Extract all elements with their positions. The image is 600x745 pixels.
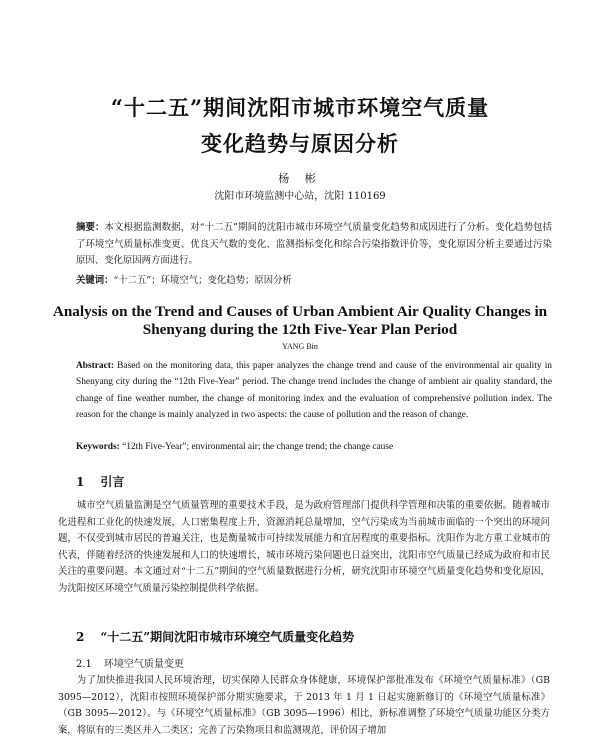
abstract-en-text: Based on the monitoring data, this paper analyzes the change trend and cause of the environmental air quality in Shenyang city during the “12th Five-Year” period. The change trend includes the change of ambient air quality standard, the change of fine weather number, the change of monitoring index and the evaluation of comprehensive pollution index. The reason for the change is mainly analyzed in two aspects: the cause of pollution and the reason of change. [76, 361, 552, 421]
subsection-2-1-title: 环境空气质量变更 [103, 659, 184, 670]
abstract-en [76, 358, 552, 424]
keywords-cn-label: 关键词： [76, 275, 114, 286]
abstract-cn [76, 220, 552, 270]
keywords-cn-text: “十二五”；环境空气；变化趋势；原因分析 [113, 275, 292, 286]
author-en: YANG Bin [282, 342, 318, 351]
section1-number: 1 [76, 475, 85, 489]
subsection-2-1-heading [76, 655, 184, 670]
keywords-cn [76, 272, 292, 286]
title-cn-line2: 变化趋势与原因分析 [201, 131, 399, 156]
section1-heading [76, 473, 124, 490]
author-cn: 杨 彬 [278, 172, 322, 185]
keywords-en-label: Keywords: [76, 442, 120, 452]
section2-heading [76, 628, 354, 645]
title-cn-line1: “十二五”期间沈阳市城市环境空气质量 [110, 95, 490, 120]
abstract-en-label: Abstract: [76, 361, 115, 371]
section2-paragraph: 为了加快推进我国人民环境治理，切实保障人民群众身体健康，环境保护部批准发布《环境空气质量标准》（GB 3095—2012），沈阳市按照环境保护部分期实施要求，于 2013 年 1 月 1 日起实施新修订的《环境空气质量标准》（GB 3095—2012）。与《环境空气质量标准》（GB 3095—1996）相比，新标准调整了环境空气质量功能区分类方案，将原有的三类区并入二类区；完善了污染物项目和监测规范，评价因子增加 [58, 675, 550, 736]
section1-paragraph: 城市空气质量监测是空气质量管理的重要技术手段，是为政府管理部门提供科学管理和决策的重要依据。随着城市化进程和工业化的快速发展，人口密集程度上升，资源消耗总量增加，空气污染成为当前城市面临的一个突出的环境问题，不仅受到城市居民的普遍关注，也是衡量城市可持续发展能力和宜居程度的重要指标。沈阳作为北方重工业城市的代表，伴随着经济的快速发展和人口的快速增长，城市环境污染问题也日益突出，沈阳市空气质量已经成为政府和市民关注的重要问题。本文通过对“十二五”期间的空气质量数据进行分析，研究沈阳市环境空气质量变化趋势和变化原因，为沈阳按区环境空气质量污染控制提供科学依据。 [58, 500, 550, 594]
keywords-en-text: “12th Five-Year”; environmental air; the change trend; the change cause [119, 442, 394, 452]
title-en-line1: Analysis on the Trend and Causes of Urban Ambient Air Quality Changes in [52, 303, 548, 320]
abstract-cn-label: 摘要： [76, 222, 105, 233]
section2-number: 2 [76, 630, 85, 644]
keywords-en [76, 442, 393, 452]
section2-title: “十二五”期间沈阳市城市环境空气质量变化趋势 [100, 630, 355, 644]
section1-title: 引言 [100, 475, 125, 489]
subsection-2-1-number: 2.1 [76, 659, 92, 670]
affiliation-cn: 沈阳市环境监测中心站，沈阳 110169 [214, 191, 386, 202]
abstract-cn-text: 本文根据监测数据，对“十二五”期间的沈阳市城市环境空气质量变化趋势和成因进行了分析。变化趋势包括了环境空气质量标准变更、优良天气数的变化、监测指标变化和综合污染指数评价等，变化原因分析主要通过污染原因、变化原因两方面进行。 [76, 222, 552, 266]
title-en-line2: Shenyang during the 12th Five-Year Plan Period [142, 321, 458, 338]
